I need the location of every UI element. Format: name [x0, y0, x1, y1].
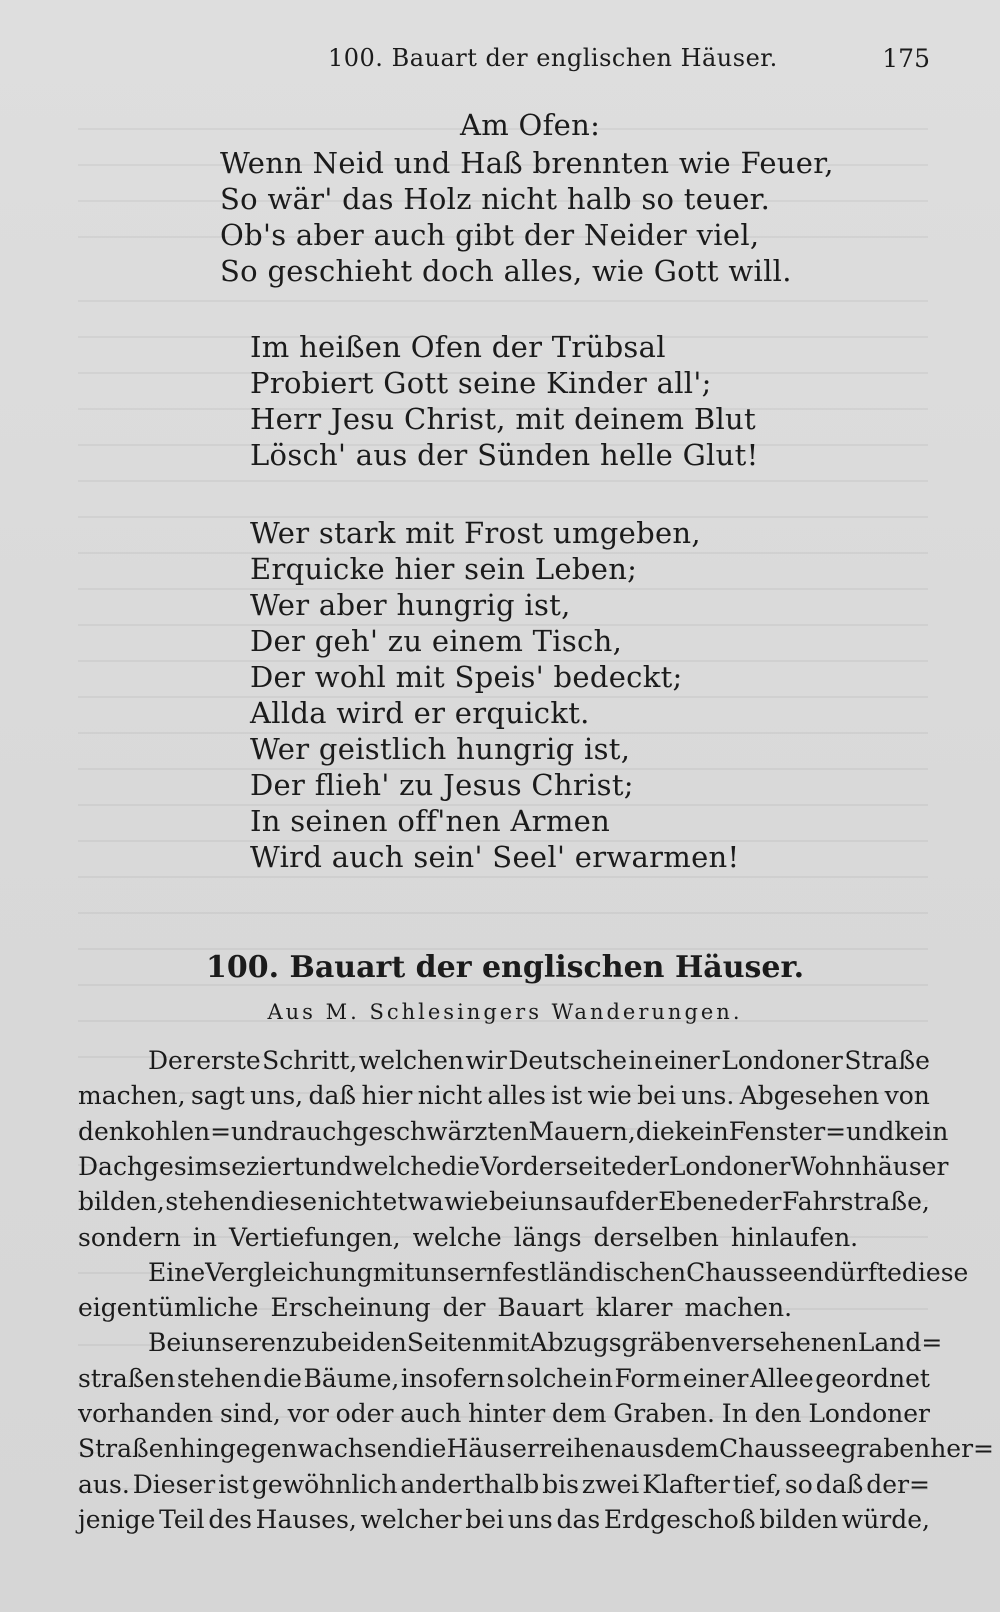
poem-line: Probiert Gott seine Kinder all'; [250, 366, 712, 400]
poem-line: So geschieht doch alles, wie Gott will. [220, 254, 792, 288]
poem-line: In seinen off'nen Armen [250, 804, 611, 838]
body-text-line: Bei unseren zu beiden Seiten mit Abzugsgräben versehenen Land= [148, 1328, 943, 1358]
body-text-line: den kohlen= und rauchgeschwärzten Mauern, die kein Fenster= und kein [78, 1116, 949, 1146]
poem-line: Im heißen Ofen der Trübsal [250, 330, 666, 364]
page-number: 175 [882, 44, 930, 73]
poem-line: Wird auch sein' Seel' erwarmen! [250, 840, 740, 874]
bleed-through-line [78, 912, 928, 914]
body-text-line: machen, sagt uns, daß hier nicht alles ist wie bei uns. Abgesehen von [78, 1081, 930, 1111]
bleed-through-line [78, 480, 928, 482]
body-text-line: bilden, stehen diese nicht etwa wie bei uns auf der Ebene der Fahrstraße, [78, 1187, 930, 1217]
poem-line: Wer stark mit Frost umgeben, [250, 516, 701, 550]
poem-line: Wenn Neid und Haß brennten wie Feuer, [220, 146, 834, 180]
poem-line: Wer aber hungrig ist, [250, 588, 571, 622]
bleed-through-line [78, 876, 928, 878]
poem-line: Der wohl mit Speis' bedeckt; [250, 660, 683, 694]
poem-line: So wär' das Holz nicht halb so teuer. [220, 182, 771, 216]
running-title: 100. Bauart der englischen Häuser. [328, 44, 778, 72]
poem-line: Der flieh' zu Jesus Christ; [250, 768, 634, 802]
body-text-line: Der erste Schritt, welchen wir Deutsche in einer Londoner Straße [148, 1046, 930, 1075]
body-text-line: Dachgesimse ziert und welche die Vorderseite der Londoner Wohnhäuser [78, 1151, 949, 1181]
poem-line: Ob's aber auch gibt der Neider viel, [220, 218, 760, 252]
running-header [78, 44, 930, 80]
poem-line: Wer geistlich hungrig ist, [250, 732, 631, 766]
poem-line: Allda wird er erquickt. [250, 696, 590, 730]
body-text-line: aus. Dieser ist gewöhnlich anderthalb bis zwei Klafter tief, so daß der= [78, 1469, 930, 1499]
section-source: Aus M. Schlesingers Wanderungen. [267, 1000, 743, 1024]
body-text-line: Straßen hingegen wachsen die Häuserreihen aus dem Chausseegraben her= [78, 1434, 994, 1464]
body-text-line: eigentümliche Erscheinung der Bauart klarer machen. [78, 1293, 793, 1323]
poem-line: Lösch' aus der Sünden helle Glut! [250, 438, 759, 472]
body-text-line: Eine Vergleichung mit unsern festländischen Chausseen dürfte diese [148, 1257, 969, 1287]
section-title: 100. Bauart der englischen Häuser. [205, 950, 805, 985]
poem-line: Herr Jesu Christ, mit deinem Blut [250, 402, 756, 436]
body-text-line: jenige Teil des Hauses, welcher bei uns das Erdgeschoß bilden würde, [78, 1504, 930, 1534]
bleed-through-line [78, 300, 928, 302]
body-text-line: sondern in Vertiefungen, welche längs derselben hinlaufen. [78, 1222, 859, 1252]
body-text-line: vorhanden sind, vor oder auch hinter dem Graben. In den Londoner [78, 1399, 930, 1428]
poem-line: Der geh' zu einem Tisch, [250, 624, 623, 658]
body-text-line: straßen stehen die Bäume, insofern solche in Form einer Allee geordnet [78, 1363, 930, 1393]
poem-line: Erquicke hier sein Leben; [250, 552, 638, 586]
poem-heading: Am Ofen: [460, 108, 601, 142]
